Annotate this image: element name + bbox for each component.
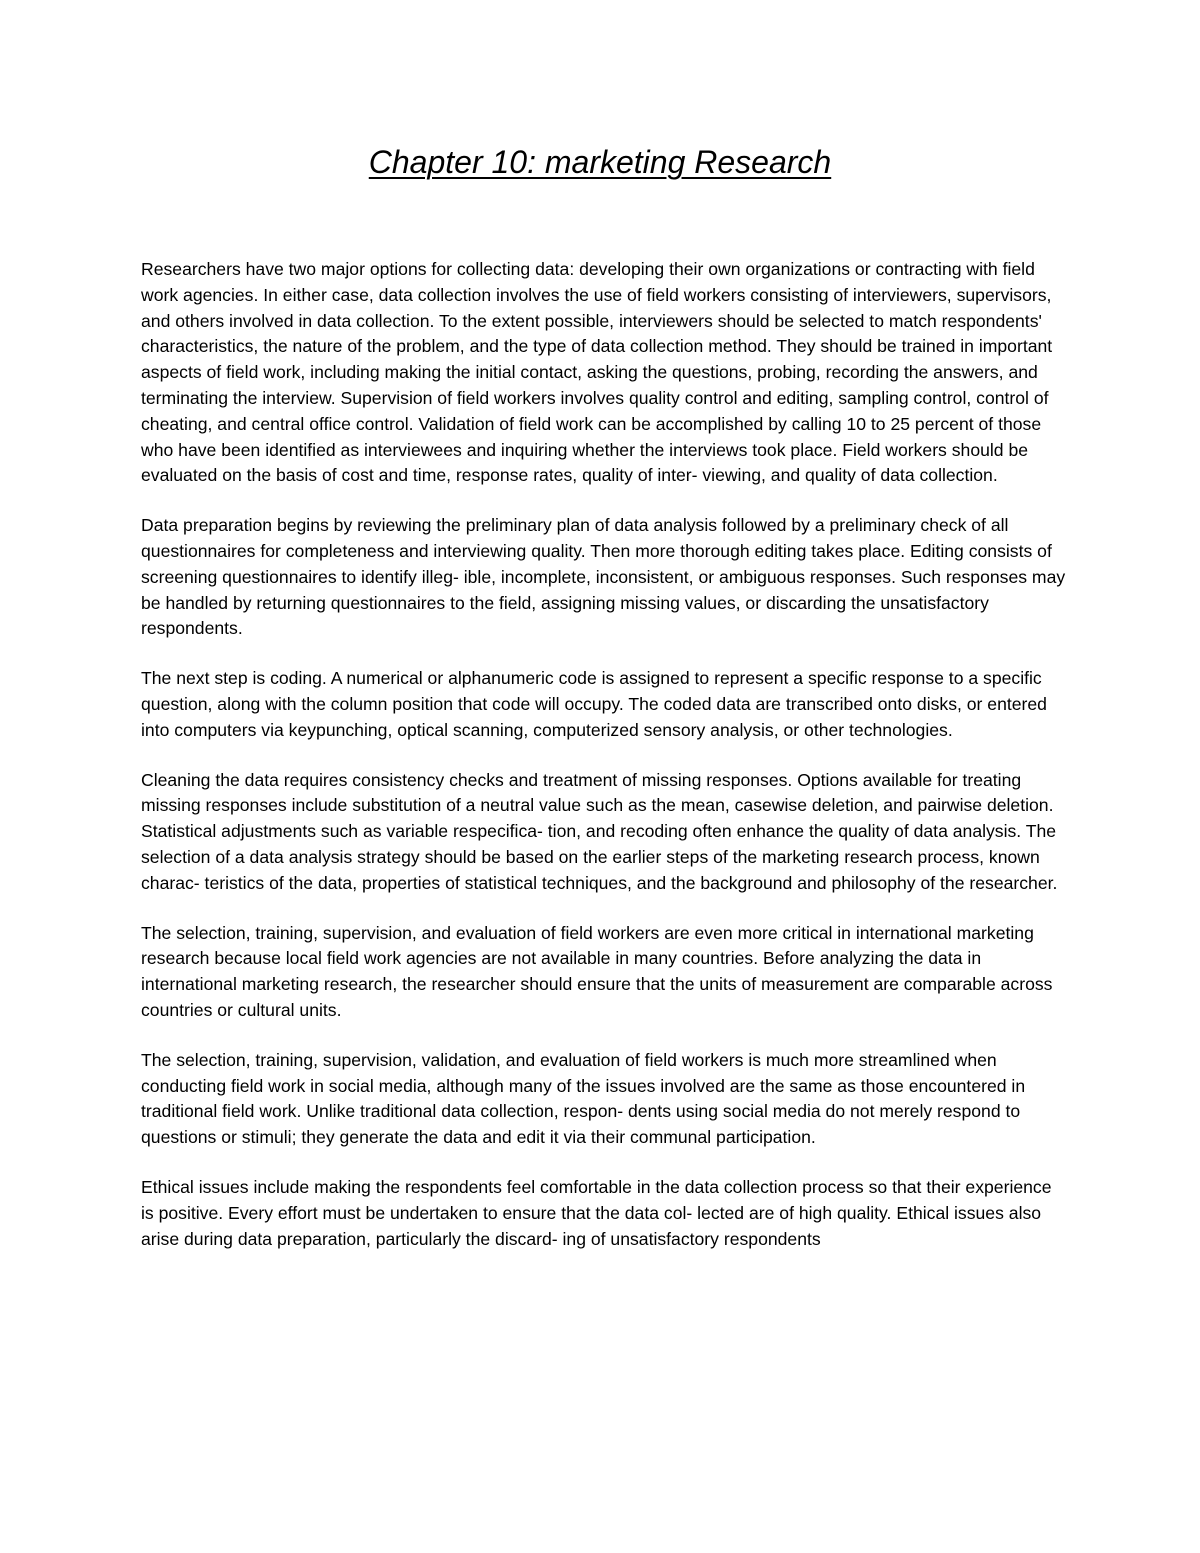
document-body: [141, 257, 1066, 1276]
paragraph-data-cleaning: Cleaning the data requires consistency checks and treatment of missing responses. Options available for treating missing responses include substitution of a neutral value such as the mean, casewise deletion, and pairwise deletion. Statistical adjustments such as variable respecifica- tion, and recoding often enhance the quality of data analysis. The selection of a data analysis strategy should be based on the earlier steps of the marketing research process, known charac- teristics of the data, properties of statistical techniques, and the background and philosophy of the researcher.: [141, 769, 1058, 893]
paragraph-ethics: Ethical issues include making the respondents feel comfortable in the data collection process so that their experience is positive. Every effort must be undertaken to ensure that the data col- lected are of high quality. Ethical issues also arise during data preparation, particularly the discard- ing of unsatisfactory respondents: [141, 1176, 1052, 1249]
paragraph-social-media: The selection, training, supervision, validation, and evaluation of field workers is much more streamlined when conducting field work in social media, although many of the issues involved are the same as those encountered in traditional field work. Unlike traditional data collection, respon- dents using social media do not merely respond to questions or stimuli; they generate the data and edit it via their communal participation.: [141, 1049, 1026, 1148]
paragraph-coding: The next step is coding. A numerical or alphanumeric code is assigned to represent a specific response to a specific question, along with the column position that code will occupy. The coded data are transcribed onto disks, or entered into computers via keypunching, optical scanning, computerized sensory analysis, or other technologies.: [141, 668, 1047, 740]
paragraph-field-work: Researchers have two major options for collecting data: developing their own organizations or contracting with field work agencies. In either case, data collection involves the use of field workers consisting of interviewers, supervisors, and others involved in data collection. To the extent possible, interviewers should be selected to match respondents' characteristics, the nature of the problem, and the type of data collection method. They should be trained in important aspects of field work, including making the initial contact, asking the questions, probing, recording the answers, and terminating the interview. Supervision of field workers involves quality control and editing, sampling control, control of cheating, and central office control. Validation of field work can be accomplished by calling 10 to 25 percent of those who have been identified as interviewees and inquiring whether the interviews took place. Field workers should be evaluated on the basis of cost and time, response rates, quality of inter- viewing, and quality of data collection.: [141, 259, 1053, 486]
paragraph-data-preparation: Data preparation begins by reviewing the preliminary plan of data analysis followed by a preliminary check of all questionnaires for completeness and interviewing quality. Then more thorough editing takes place. Editing consists of screening questionnaires to identify illeg- ible, incomplete, inconsistent, or ambiguous responses. Such responses may be handled by returning questionnaires to the field, assigning missing values, or discarding the unsatisfactory respondents.: [141, 515, 1066, 639]
paragraph-international: The selection, training, supervision, and evaluation of field workers are even more critical in international marketing research because local field work agencies are not available in many countries. Before analyzing the data in international marketing research, the researcher should ensure that the units of measurement are comparable across countries or cultural units.: [141, 922, 1053, 1020]
page-title: Chapter 10: marketing Research: [368, 144, 832, 180]
